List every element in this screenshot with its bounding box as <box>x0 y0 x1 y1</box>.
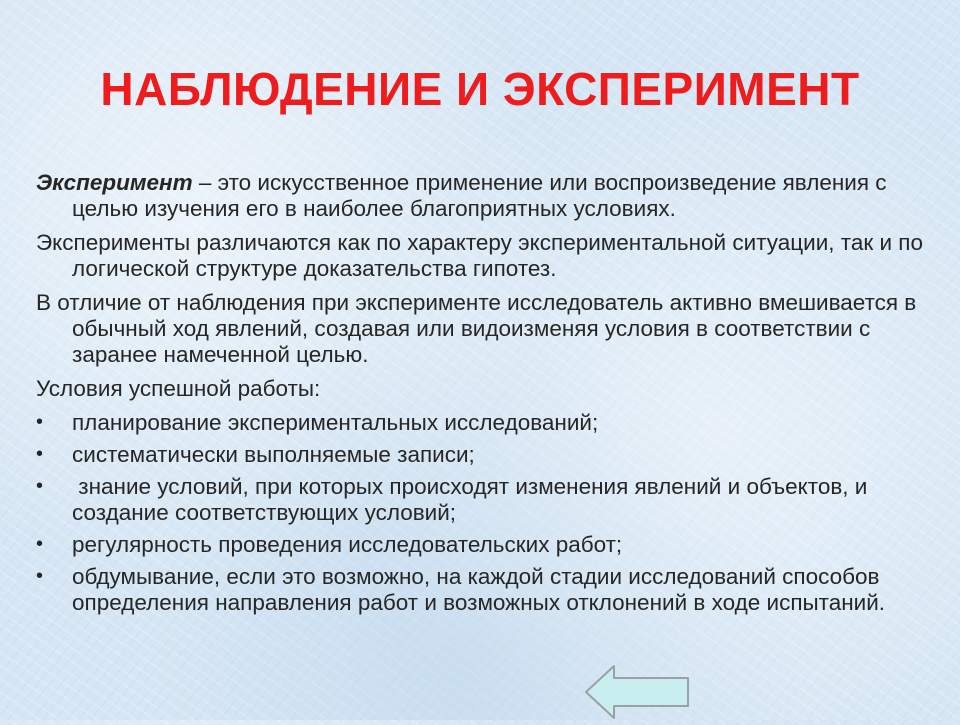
bullet-icon: • <box>36 411 44 433</box>
list-item <box>36 442 936 468</box>
list-item <box>36 532 936 558</box>
list-item-text: планирование экспериментальных исследований; <box>72 410 599 435</box>
paragraph-types: Эксперименты различаются как по характеру экспериментальной ситуации, так и по логической структуре доказательства гипотез. <box>36 230 923 281</box>
list-item-text: знание условий, при которых происходят изменения явлений и объектов, и создание соответствующих условий; <box>72 474 874 525</box>
bullet-icon: • <box>36 533 44 555</box>
paragraph-definition <box>36 170 936 222</box>
list-item-text: обдумывание, если это возможно, на каждой стадии исследований способов определения направления работ и возможных отклонений в ходе испытаний. <box>72 564 886 615</box>
term-experiment: Эксперимент <box>36 170 193 195</box>
definition-text: – это искусственное применение или воспроизведение явления с целью изучения его в наиболее благоприятных условиях. <box>72 170 887 221</box>
left-arrow-icon <box>584 664 690 720</box>
list-item <box>36 564 936 616</box>
slide-title: НАБЛЮДЕНИЕ И ЭКСПЕРИМЕНТ <box>100 63 860 115</box>
list-item-text: регулярность проведения исследовательских работ; <box>72 532 623 557</box>
back-button[interactable] <box>584 664 690 720</box>
list-item-text: систематически выполняемые записи; <box>72 442 475 467</box>
list-item <box>36 410 936 436</box>
bullet-icon: • <box>36 443 44 465</box>
bullet-icon: • <box>36 475 44 497</box>
paragraph-conditions-heading: Условия успешной работы: <box>36 376 321 401</box>
conditions-list <box>36 410 936 616</box>
slide-content <box>36 170 936 622</box>
bullet-icon: • <box>36 565 44 587</box>
paragraph-difference: В отличие от наблюдения при эксперименте исследователь активно вмешивается в обычный ход явлений, создавая или видоизменяя условия в соответствии с заранее намеченной целью. <box>36 290 917 367</box>
list-item <box>36 474 936 526</box>
